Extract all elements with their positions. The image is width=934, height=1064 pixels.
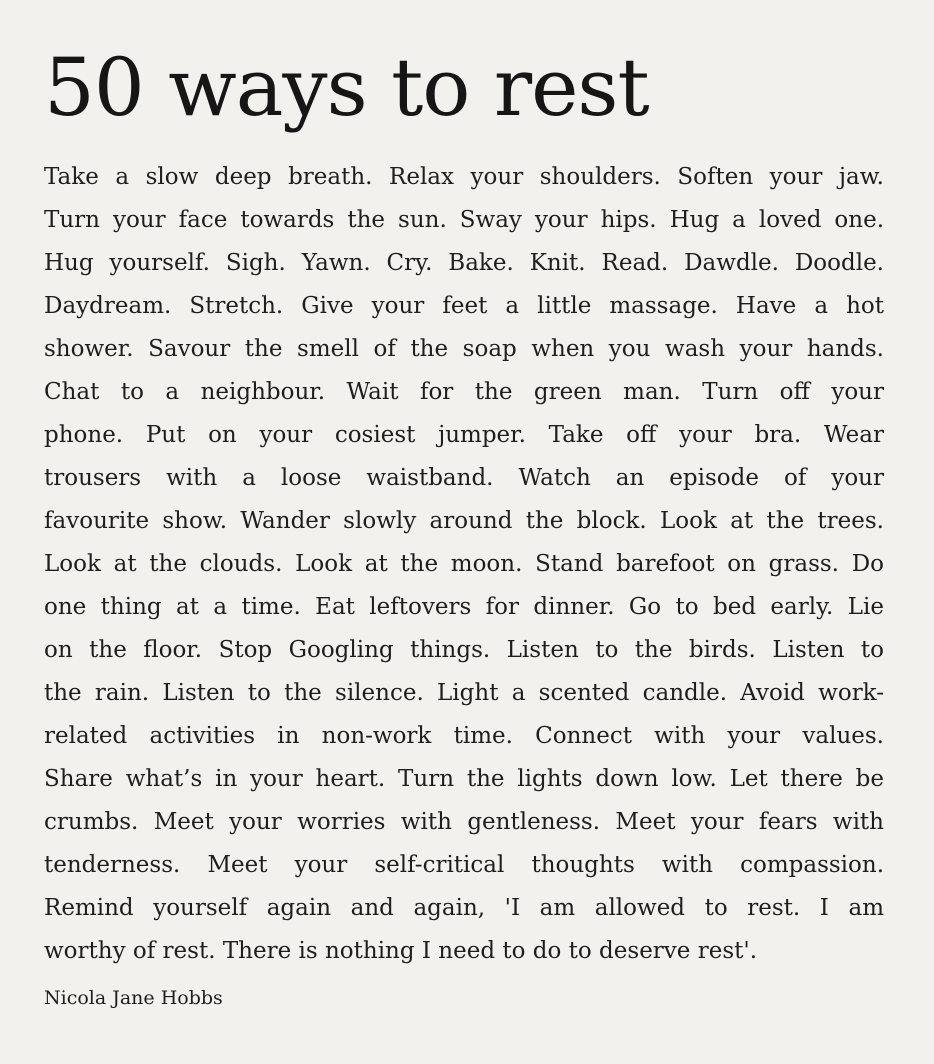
body-line: Daydream. Stretch. Give your feet a little massage. Have a hot [44,293,884,319]
body-line: Look at the clouds. Look at the moon. Stand barefoot on grass. Do [44,551,884,577]
body-line: Turn your face towards the sun. Sway your hips. Hug a loved one. [44,207,884,233]
body-line: Chat to a neighbour. Wait for the green man. Turn off your [44,379,884,405]
body-line: favourite show. Wander slowly around the block. Look at the trees. [44,508,884,534]
body-line: one thing at a time. Eat leftovers for dinner. Go to bed early. Lie [44,594,884,620]
author-name: Nicola Jane Hobbs [44,987,223,1009]
body-line: related activities in non-work time. Connect with your values. [44,723,884,749]
body-line: Share what’s in your heart. Turn the lights down low. Let there be [44,766,884,792]
body-line: Take a slow deep breath. Relax your shoulders. Soften your jaw. [44,164,884,190]
body-line: the rain. Listen to the silence. Light a scented candle. Avoid work- [44,680,884,706]
quote-card [44,30,884,1011]
body-line: on the floor. Stop Googling things. Listen to the birds. Listen to [44,637,884,663]
body-line: Remind yourself again and again, 'I am allowed to rest. I am [44,895,884,921]
page-title: 50 ways to rest [44,41,649,134]
body-line: worthy of rest. There is nothing I need to do to deserve rest'. [44,938,757,964]
body-text [44,156,884,973]
body-line: phone. Put on your cosiest jumper. Take off your bra. Wear [44,422,884,448]
body-line: crumbs. Meet your worries with gentleness. Meet your fears with [44,809,884,835]
body-line: trousers with a loose waistband. Watch an episode of your [44,465,884,491]
body-line: Hug yourself. Sigh. Yawn. Cry. Bake. Knit. Read. Dawdle. Doodle. [44,250,884,276]
body-line: shower. Savour the smell of the soap when you wash your hands. [44,336,884,362]
body-line: tenderness. Meet your self-critical thoughts with compassion. [44,852,884,878]
